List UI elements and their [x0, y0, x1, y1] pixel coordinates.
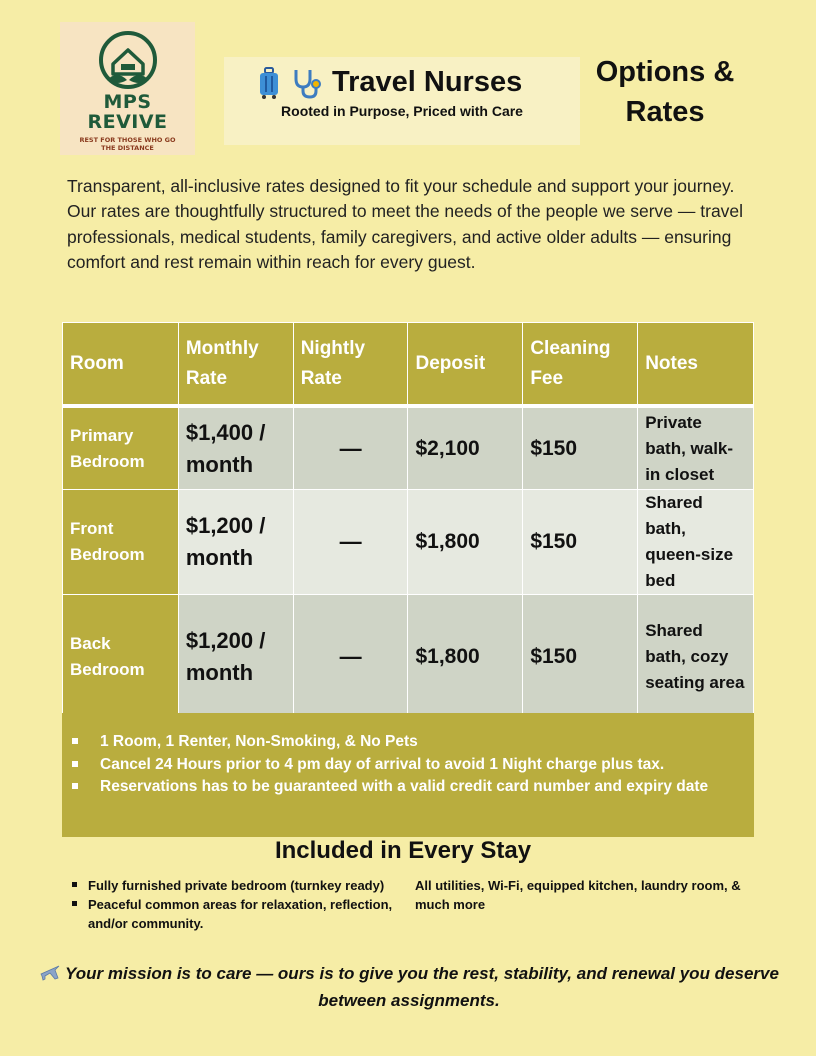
header-cleaning-fee: Cleaning Fee — [523, 323, 638, 405]
banner-title: Travel Nurses — [332, 66, 523, 98]
heading-line1: Options & — [595, 56, 735, 88]
monthly-rate: $1,200 / month — [178, 595, 293, 720]
cleaning-fee: $150 — [523, 595, 638, 720]
airplane-icon — [39, 962, 61, 982]
bullet-square-icon — [72, 783, 78, 789]
mission-statement — [14, 960, 804, 1014]
header-nightly-rate: Nightly Rate — [293, 323, 408, 405]
banner-subtitle: Rooted in Purpose, Priced with Care — [281, 103, 523, 119]
nightly-rate: — — [293, 490, 408, 595]
bullet-square-icon — [72, 882, 77, 887]
policy-item — [72, 776, 744, 799]
mps-revive-logo — [60, 22, 195, 155]
list-item — [70, 895, 400, 933]
nightly-rate: — — [293, 595, 408, 720]
header-monthly-rate: Monthly Rate — [178, 323, 293, 405]
room-notes: Shared bath, queen-size bed — [638, 490, 754, 595]
included-list — [70, 876, 400, 933]
room-notes: Private bath, walk-in closet — [638, 408, 754, 490]
table-row — [63, 408, 754, 490]
room-name: Primary Bedroom — [63, 408, 179, 490]
room-name: Back Bedroom — [63, 595, 179, 720]
logo-brand-line1: MPS — [103, 91, 152, 113]
heading-line2: Rates — [625, 96, 705, 128]
bullet-square-icon — [72, 901, 77, 906]
included-right-text: All utilities, Wi-Fi, equipped kitchen, laundry room, & much more — [415, 878, 741, 912]
luggage-icon — [258, 67, 280, 99]
monthly-rate: $1,200 / month — [178, 490, 293, 595]
table-header-row — [63, 323, 754, 405]
deposit: $1,800 — [408, 595, 523, 720]
list-item — [70, 876, 400, 895]
included-item-text: Fully furnished private bedroom (turnkey ready) — [88, 878, 385, 893]
included-item-text: Peaceful common areas for relaxation, reflection, and/or community. — [88, 897, 393, 931]
header-deposit: Deposit — [408, 323, 523, 405]
included-title: Included in Every Stay — [274, 837, 532, 864]
cleaning-fee: $150 — [523, 408, 638, 490]
policy-text: 1 Room, 1 Renter, Non-Smoking, & No Pets — [100, 733, 418, 750]
deposit: $1,800 — [408, 490, 523, 595]
bullet-square-icon — [72, 761, 78, 767]
header-room: Room — [63, 323, 179, 405]
header-notes: Notes — [638, 323, 754, 405]
monthly-rate: $1,400 / month — [178, 408, 293, 490]
title-banner — [224, 57, 580, 145]
stethoscope-icon — [290, 67, 324, 99]
bullet-square-icon — [72, 738, 78, 744]
logo-tagline: REST FOR THOSE WHO GO THE DISTANCE — [79, 136, 176, 152]
policy-item — [72, 731, 744, 754]
room-notes: Shared bath, cozy seating area — [638, 595, 754, 720]
mission-text: Your mission is to care — ours is to give you the rest, stability, and renewal you deserve between assignments. — [65, 964, 779, 1010]
rates-table — [62, 322, 754, 720]
policy-item — [72, 754, 744, 777]
nightly-rate: — — [293, 408, 408, 490]
page-heading — [585, 52, 745, 132]
intro-paragraph: Transparent, all-inclusive rates designed to fit your schedule and support your journey. Our rates are thoughtfully structured to meet the needs of the people we serve — travel professionals, medical students, family caregivers, and active older adults — ensuring comfort and rest remain within reach for every guest. — [67, 176, 744, 272]
room-name: Front Bedroom — [63, 490, 179, 595]
house-leaf-icon — [93, 30, 163, 92]
cleaning-fee: $150 — [523, 490, 638, 595]
policy-text: Reservations has to be guaranteed with a valid credit card number and expiry date — [100, 778, 709, 795]
deposit: $2,100 — [408, 408, 523, 490]
logo-brand-line2: REVIVE — [87, 111, 168, 133]
table-row — [63, 595, 754, 720]
table-row — [63, 490, 754, 595]
policy-text: Cancel 24 Hours prior to 4 pm day of arrival to avoid 1 Night charge plus tax. — [100, 755, 665, 773]
policy-box — [62, 713, 754, 837]
